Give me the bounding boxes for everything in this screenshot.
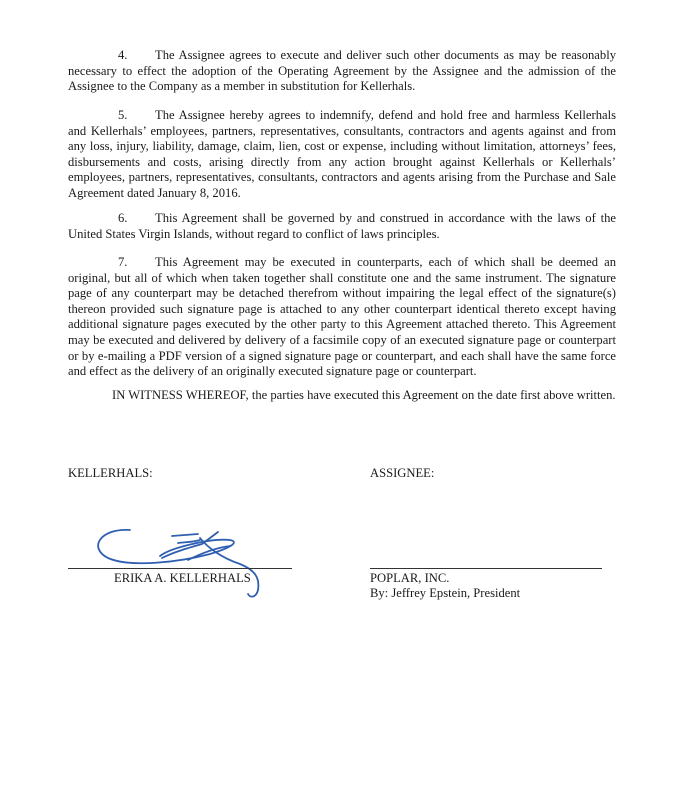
witness-text: IN WITNESS WHEREOF, the parties have executed this Agreement on the date first above written. bbox=[112, 388, 616, 402]
witness-clause bbox=[68, 388, 616, 404]
paragraph-number: 5. bbox=[118, 108, 128, 122]
paragraph-7 bbox=[68, 255, 616, 380]
kellerhals-label: KELLERHALS: bbox=[68, 466, 153, 480]
paragraph-number: 4. bbox=[118, 48, 128, 62]
assignee-label: ASSIGNEE: bbox=[370, 466, 435, 480]
assignee-signature-line bbox=[370, 568, 602, 569]
assignee-signatory: By: Jeffrey Epstein, President bbox=[370, 586, 521, 600]
paragraph-text: The Assignee hereby agrees to indemnify, defend and hold free and harmless Kellerhals and Kellerhals’ employees, partners, representatives, consultants, contractors and agents against and from any loss, injury, liability, damage, claim, lien, cost or expense, including without limitation, attorneys’ fees, disbursements and costs, arising directly from any action brought against Kellerhals or Kellerhals’ employees, partners, representatives, consultants, contractors and agents arising from the Purchase and Sale Agreement dated January 8, 2016. bbox=[68, 108, 616, 200]
paragraph-6 bbox=[68, 211, 616, 242]
paragraph-text: This Agreement shall be governed by and construed in accordance with the laws of the United States Virgin Islands, without regard to conflict of laws principles. bbox=[68, 211, 616, 241]
handwritten-signature bbox=[90, 518, 290, 600]
paragraph-4 bbox=[68, 48, 616, 95]
kellerhals-name: ERIKA A. KELLERHALS bbox=[114, 571, 251, 585]
paragraph-5 bbox=[68, 108, 616, 202]
paragraph-text: The Assignee agrees to execute and deliver such other documents as may be reasonably necessary to effect the adoption of the Operating Agreement by the Assignee and the admission of the Assignee to the Company as a member in substitution for Kellerhals. bbox=[68, 48, 616, 94]
kellerhals-signature-line bbox=[68, 568, 292, 569]
paragraph-number: 7. bbox=[118, 255, 128, 269]
assignee-name: POPLAR, INC. bbox=[370, 571, 450, 585]
paragraph-text: This Agreement may be executed in counterparts, each of which shall be deemed an original, but all of which when taken together shall constitute one and the same instrument. The signature page of any counterpart may be detached therefrom without impairing the legal effect of the signature(s) thereon provided such signature page is attached to any other counterpart identical thereto except having additional signature pages executed by the other party to this Agreement attached thereto. This Agreement may be executed and delivered by delivery of a facsimile copy of an executed signature page or counterpart or by e-mailing a PDF version of a signed signature page or counterpart, and each shall have the same force and effect as the delivery of an originally executed signature page or counterpart. bbox=[68, 255, 616, 379]
paragraph-number: 6. bbox=[118, 211, 128, 225]
